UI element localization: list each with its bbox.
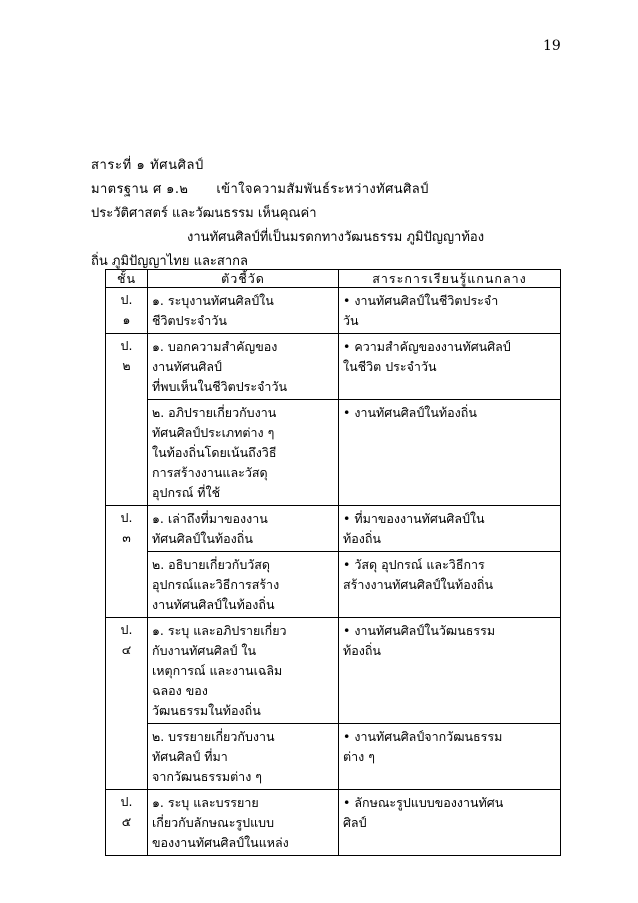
grade-number: ๕ (121, 814, 132, 829)
core-line: • งานทัศนศิลป์จากวัฒนธรรม (343, 729, 503, 744)
indicator-line: ๑. ระบุ และบรรยาย (152, 795, 259, 810)
indicator-cell (148, 400, 339, 506)
table-row (106, 400, 561, 506)
standard-line-3: งานทัศนศิลป์ที่เป็นมรดกทางวัฒนธรรม ภูมิปัญญาท้อง (187, 230, 485, 245)
table-row (106, 790, 561, 856)
indicator-line: การสร้างงานและวัสดุ (152, 465, 268, 480)
grade-cell (106, 618, 148, 790)
header-core-content: สาระการเรียนรู้แกนกลาง (339, 270, 561, 288)
grade-label: ป. (120, 338, 133, 353)
standard-line (91, 178, 429, 199)
core-line: ศิลป์ (343, 815, 367, 830)
core-content-cell (339, 618, 561, 724)
indicator-line: ๑. ระบุ และอภิปรายเกี่ยว (152, 623, 287, 638)
table-row (106, 288, 561, 334)
standard-code: มาตรฐาน ศ ๑.๒ (91, 182, 189, 197)
header-grade: ชั้น (106, 270, 148, 288)
indicator-line: ทัศนศิลป์ ที่มา (152, 749, 228, 764)
table-row (106, 724, 561, 790)
indicator-cell (148, 552, 339, 618)
core-content-cell (339, 400, 561, 506)
indicator-line: กับงานทัศนศิลป์ ใน (152, 643, 257, 658)
table-row (106, 552, 561, 618)
indicator-line: ของงานทัศนศิลป์ในแหล่ง (152, 835, 289, 850)
strand-heading: สาระที่ ๑ ทัศนศิลป์ (91, 158, 204, 173)
page-number: 19 (543, 38, 561, 54)
grade-cell (106, 506, 148, 618)
indicator-line: ในท้องถิ่นโดยเน้นถึงวิธี (152, 445, 277, 460)
indicator-cell (148, 506, 339, 552)
core-content-cell (339, 334, 561, 400)
indicator-line: ๑. ระบุงานทัศนศิลป์ใน (152, 293, 274, 308)
indicator-line: อุปกรณ์และวิธีการสร้าง (152, 577, 280, 592)
core-line: • งานทัศนศิลป์ในท้องถิ่น (343, 405, 477, 420)
core-line: สร้างงานทัศนศิลป์ในท้องถิ่น (343, 577, 493, 592)
indicator-line: ทัศนศิลป์ประเภทต่าง ๆ (152, 425, 275, 440)
indicator-line: ฉลอง ของ (152, 683, 208, 698)
grade-cell (106, 288, 148, 334)
grade-label: ป. (120, 794, 133, 809)
core-line: • วัสดุ อุปกรณ์ และวิธีการ (343, 557, 485, 572)
indicator-cell (148, 618, 339, 724)
core-content-cell (339, 724, 561, 790)
indicator-line: ๑. เล่าถึงที่มาของงาน (152, 511, 268, 526)
indicator-line: ๑. บอกความสำคัญของ (152, 339, 278, 354)
core-line: วัน (343, 313, 359, 328)
indicator-line: เหตุการณ์ และงานเฉลิม (152, 663, 283, 678)
core-line: • งานทัศนศิลป์ในวัฒนธรรม (343, 623, 496, 638)
indicator-line: ชีวิตประจำวัน (152, 313, 227, 328)
table-header-row (106, 270, 561, 288)
indicator-line: ที่พบเห็นในชีวิตประจำวัน (152, 379, 288, 394)
standard-line-2: ประวัติศาสตร์ และวัฒนธรรม เห็นคุณค่า (91, 206, 317, 221)
grade-number: ๔ (121, 642, 132, 657)
grade-label: ป. (120, 510, 133, 525)
indicator-line: เกี่ยวกับลักษณะรูปแบบ (152, 815, 275, 830)
indicator-cell (148, 288, 339, 334)
indicator-line: ๒. อธิบายเกี่ยวกับวัสดุ (152, 557, 271, 572)
core-content-cell (339, 790, 561, 856)
indicator-line: จากวัฒนธรรมต่าง ๆ (152, 769, 262, 784)
standard-text: เข้าใจความสัมพันธ์ระหว่างทัศนศิลป์ (216, 182, 429, 197)
standard-line-4: ถิ่น ภูมิปัญญาไทย และสากล (91, 254, 248, 269)
core-line: ท้องถิ่น (343, 643, 381, 658)
core-line: • งานทัศนศิลป์ในชีวิตประจำ (343, 293, 499, 308)
grade-cell (106, 334, 148, 506)
core-line: ท้องถิ่น (343, 531, 381, 546)
indicator-line: อุปกรณ์ ที่ใช้ (152, 485, 221, 500)
indicator-line: งานทัศนศิลป์ (152, 359, 222, 374)
grade-number: ๑ (122, 312, 131, 327)
indicator-cell (148, 790, 339, 856)
grade-number: ๒ (122, 358, 131, 373)
core-line: ในชีวิต ประจำวัน (343, 359, 437, 374)
table-row (106, 618, 561, 724)
indicator-line: ทัศนศิลป์ในท้องถิ่น (152, 531, 253, 546)
indicator-line: ๒. บรรยายเกี่ยวกับงาน (152, 729, 275, 744)
grade-label: ป. (120, 622, 133, 637)
indicator-line: ๒. อภิปรายเกี่ยวกับงาน (152, 405, 277, 420)
core-line: ต่าง ๆ (343, 749, 375, 764)
core-line: • ลักษณะรูปแบบของงานทัศน (343, 795, 504, 810)
indicator-cell (148, 724, 339, 790)
grade-number: ๓ (122, 530, 131, 545)
table-row (106, 334, 561, 400)
grade-cell (106, 790, 148, 856)
indicator-table (105, 269, 561, 856)
indicator-line: วัฒนธรรมในท้องถิ่น (152, 703, 261, 718)
core-line: • ความสำคัญของงานทัศนศิลป์ (343, 339, 511, 354)
core-content-cell (339, 288, 561, 334)
header-indicator: ตัวชี้วัด (148, 270, 339, 288)
table-row (106, 506, 561, 552)
indicator-line: งานทัศนศิลป์ในท้องถิ่น (152, 597, 275, 612)
core-line: • ที่มาของงานทัศนศิลป์ใน (343, 511, 485, 526)
core-content-cell (339, 506, 561, 552)
indicator-cell (148, 334, 339, 400)
grade-label: ป. (120, 292, 133, 307)
core-content-cell (339, 552, 561, 618)
